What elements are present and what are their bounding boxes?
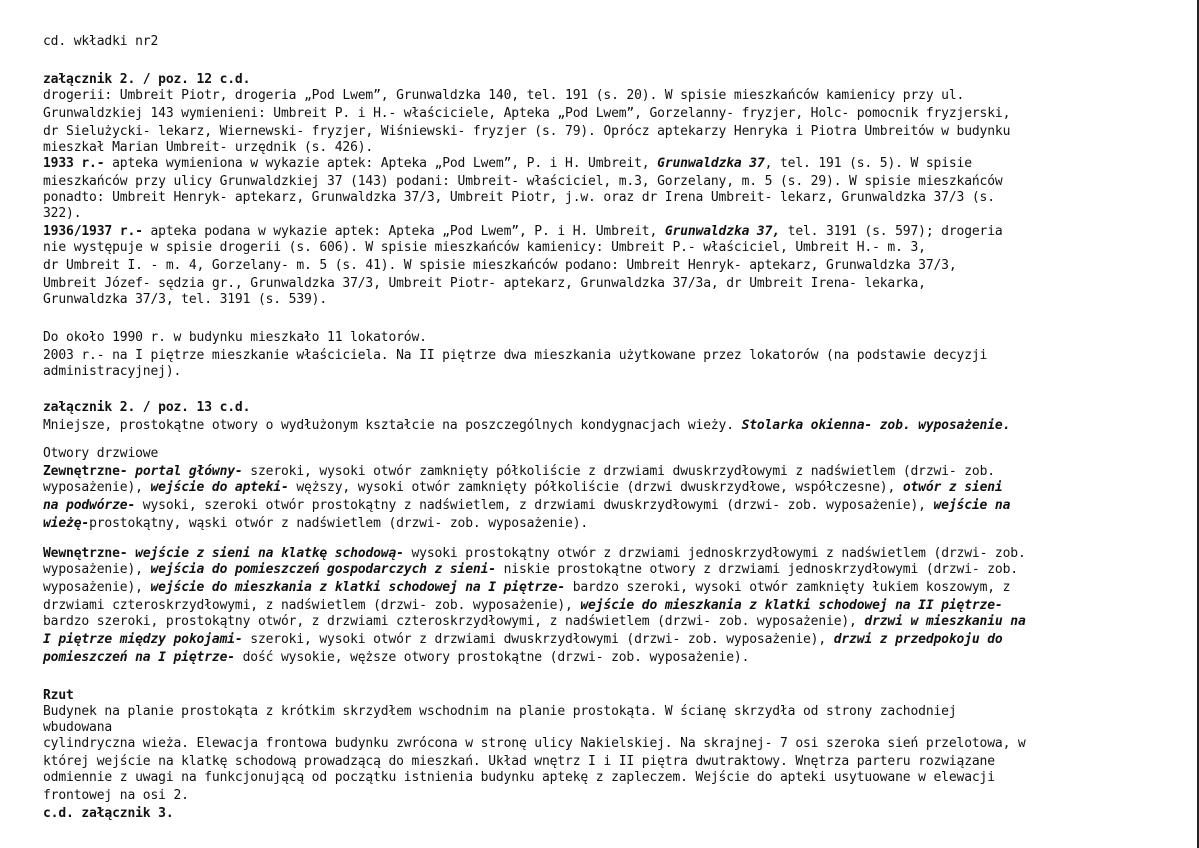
text-segment: wbudowana [43, 720, 113, 735]
text-line [43, 754, 995, 769]
bold-text: Rzut [43, 688, 74, 703]
text-segment: wysoki prostokątny otwór z drzwiami jednoskrzydłowymi z nadświetlem (drzwi- zob. [403, 546, 1026, 561]
text-line [43, 736, 1026, 751]
emphasis-text: I piętrze między pokojami- [43, 632, 243, 647]
text-segment: dr Sielużycki- lekarz, Wiernewski- fryzjer, Wiśniewski- fryzjer (s. 79). Oprócz aptekarzy Henryka i Piotra Umbreitów w budynku [43, 124, 1011, 139]
text-segment: prostokątny, wąski otwór z nadświetlem (drzwi- zob. wyposażenie). [89, 516, 589, 531]
emphasis-text: otwór z sieni [902, 480, 1003, 495]
text-line [43, 206, 81, 221]
text-line [43, 156, 972, 171]
text-segment: dość wysokie, węższe otwory prostokątne (drzwi- zob. wyposażenie). [234, 650, 750, 665]
text-segment: mieszkał Marian Umbreit- urzędnik (s. 426). [43, 140, 374, 155]
text-segment: odmiennie z uwagi na funkcjonującą od początku istnienia budynku aptekę z zapleczem. Wejście do apteki usytuowane w elewacji [43, 770, 995, 785]
text-line [43, 770, 995, 785]
text-segment: wysoki, szeroki otwór prostokątny z nadświetlem, z drzwiami dwuskrzydłowymi (drzwi- zob. wyposażenie), [135, 498, 934, 513]
emphasis-text: wejście na [933, 498, 1011, 513]
text-line [43, 124, 1010, 139]
text-segment: nie występuje w spisie drogerii (s. 606). W spisie mieszkańców kamienicy: Umbreit P.- właściciel, Umbreit H.- m. 3, [43, 240, 926, 255]
text-segment: Otwory drzwiowe [43, 446, 159, 461]
text-segment: drogerii: Umbreit Piotr, drogeria „Pod Lwem”, Grunwaldzka 140, tel. 191 (s. 20). W spisie mieszkańców kamienicy przy ul. [43, 88, 965, 103]
text-line [43, 614, 1026, 629]
text-segment: 2003 r.- na I piętrze mieszkanie właściciela. Na II piętrze dwa mieszkania użytkowane przez lokatorów (na podstawie decyzji [43, 348, 988, 363]
text-segment [127, 546, 135, 561]
text-line [43, 650, 749, 665]
text-line [43, 88, 964, 103]
text-segment: wyposażenie), [43, 480, 151, 495]
text-segment: bardzo szeroki, prostokątny otwór, z drzwiami czteroskrzydłowymi, z nadświetlem (drzwi- zob. wyposażenie), [43, 614, 865, 629]
text-segment: wyposażenie), [43, 580, 151, 595]
text-line [43, 632, 1003, 647]
emphasis-text: wejście do apteki- [150, 480, 289, 495]
emphasis-text: wejścia do pomieszczeń gospodarczych z sieni- [150, 562, 496, 577]
text-segment: apteka podana w wykazie aptek: Apteka „Pod Lwem”, P. i H. Umbreit, [142, 224, 665, 239]
text-segment: mieszkańców przy ulicy Grunwaldzkiej 37 (143) podani: Umbreit- właściciel, m.3, Gorzelany, m. 5 (s. 29). W spisie mieszkańców [43, 174, 1003, 189]
text-line [43, 190, 995, 205]
emphasis-text: pomieszczeń na I piętrze- [43, 650, 235, 665]
text-line [43, 364, 181, 379]
page-header: cd. wkładki nr2 [43, 34, 159, 49]
text-segment [127, 464, 135, 479]
text-segment: szeroki, wysoki otwór zamknięty półkoliście z drzwiami dwuskrzydłowymi z nadświetlem (drzwi- zob. [242, 464, 995, 479]
bold-text: 1933 r.- [43, 156, 105, 171]
text-line [43, 72, 250, 87]
text-line [43, 688, 74, 703]
text-line [43, 224, 1003, 239]
text-segment: , tel. 191 (s. 5). W spisie [764, 156, 972, 171]
text-segment: dr Umbreit I. - m. 4, Gorzelany- m. 5 (s. 41). W spisie mieszkańców podano: Umbreit Henryk- aptekarz, Grunwaldzka 37/3, [43, 258, 957, 273]
text-line [43, 174, 1003, 189]
emphasis-text: portal główny- [135, 464, 243, 479]
text-segment: frontowej na osi 2. [43, 788, 189, 803]
text-line [43, 140, 373, 155]
text-segment: administracyjnej). [43, 364, 182, 379]
text-segment: Mniejsze, prostokątne otwory o wydłużonym kształcie na poszczególnych kondygnacjach wieży. [43, 418, 742, 433]
text-segment: Do około 1990 r. w budynku mieszkało 11 lokatorów. [43, 330, 427, 345]
text-segment: ponadto: Umbreit Henryk- aptekarz, Grunwaldzka 37/3, Umbreit Piotr, j.w. oraz dr Irena Umbreit- lekarz, Grunwaldzka 37/3 (s. [43, 190, 995, 205]
text-line [43, 788, 189, 803]
text-line [43, 400, 250, 415]
bold-text: Zewnętrzne- [43, 464, 128, 479]
text-line [43, 704, 957, 719]
emphasis-text: drzwi z przedpokoju do [833, 632, 1003, 647]
text-segment: apteka wymieniona w wykazie aptek: Apteka „Pod Lwem”, P. i H. Umbreit, [104, 156, 658, 171]
text-line [43, 562, 1018, 577]
text-line [43, 106, 1010, 121]
text-line [43, 330, 427, 345]
emphasis-text: drzwi w mieszkaniu na [864, 614, 1026, 629]
text-segment: Grunwaldzkiej 143 wymienieni: Umbreit P. i H.- właściciele, Apteka „Pod Lwem”, Gorzelanny- fryzjer, Holc- pomocnik fryzjerski, [43, 106, 1011, 121]
text-line [43, 598, 1003, 613]
text-segment: Grunwaldzka 37/3, tel. 3191 (s. 539). [43, 292, 328, 307]
text-line [43, 464, 995, 479]
emphasis-text: Grunwaldzka 37 [657, 156, 765, 171]
emphasis-text: na podwórze- [43, 498, 136, 513]
text-line [43, 806, 174, 821]
text-segment: tel. 3191 (s. 597); drogeria [779, 224, 1003, 239]
text-segment: której wejście na klatkę schodową prowadzącą do mieszkań. Układ wnętrz I i II piętra dwutraktowy. Wnętrza parteru rozwiązane [43, 754, 995, 769]
text-line [43, 546, 1026, 561]
text-segment: węższy, wysoki otwór zamknięty półkoliście (drzwi dwuskrzydłowe, współczesne), [288, 480, 903, 495]
emphasis-text: wieżę- [43, 516, 90, 531]
text-line [43, 480, 1003, 495]
text-line [43, 446, 158, 461]
text-segment: Budynek na planie prostokąta z krótkim skrzydłem wschodnim na planie prostokąta. W ścianę skrzydła od strony zachodniej [43, 704, 957, 719]
text-segment: niskie prostokątne otwory z drzwiami jednoskrzydłowymi (drzwi- zob. [495, 562, 1018, 577]
text-segment: cylindryczna wieża. Elewacja frontowa budynku zwrócona w stronę ulicy Nakielskiej. Na skrajnej- 7 osi szeroka sień przelotowa, w [43, 736, 1026, 751]
text-segment: bardzo szeroki, wysoki otwór zamknięty łukiem koszowym, z [565, 580, 1011, 595]
text-line [43, 580, 1010, 595]
text-line [43, 292, 327, 307]
bold-text: c.d. załącznik 3. [43, 806, 174, 821]
text-line [43, 240, 926, 255]
text-segment: wyposażenie), [43, 562, 151, 577]
text-segment: 322). [43, 206, 82, 221]
text-line [43, 258, 957, 273]
text-segment: Umbreit Józef- sędzia gr., Grunwaldzka 37/3, Umbreit Piotr- aptekarz, Grunwaldzka 37/3a, dr Umbreit Irena- lekarka, [43, 276, 926, 291]
emphasis-text: Grunwaldzka 37, [664, 224, 780, 239]
emphasis-text: Stolarka okienna- zob. wyposażenie. [741, 418, 1011, 433]
text-line [43, 418, 1010, 433]
text-line [43, 516, 588, 531]
text-line [43, 498, 1010, 513]
bold-text: załącznik 2. / poz. 13 c.d. [43, 400, 251, 415]
bold-text: Wewnętrzne- [43, 546, 128, 561]
emphasis-text: wejście do mieszkania z klatki schodowej na I piętrze- [150, 580, 566, 595]
text-line [43, 720, 112, 735]
text-segment: drzwiami czteroskrzydłowymi, z nadświetlem (drzwi- zob. wyposażenie), [43, 598, 581, 613]
text-line [43, 348, 987, 363]
text-line [43, 276, 926, 291]
bold-text: załącznik 2. / poz. 12 c.d. [43, 72, 251, 87]
bold-text: 1936/1937 r.- [43, 224, 143, 239]
emphasis-text: wejście do mieszkania z klatki schodowej na II piętrze- [580, 598, 1003, 613]
emphasis-text: wejście z sieni na klatkę schodową- [135, 546, 404, 561]
text-segment: szeroki, wysoki otwór z drzwiami dwuskrzydłowymi (drzwi- zob. wyposażenie), [242, 632, 834, 647]
